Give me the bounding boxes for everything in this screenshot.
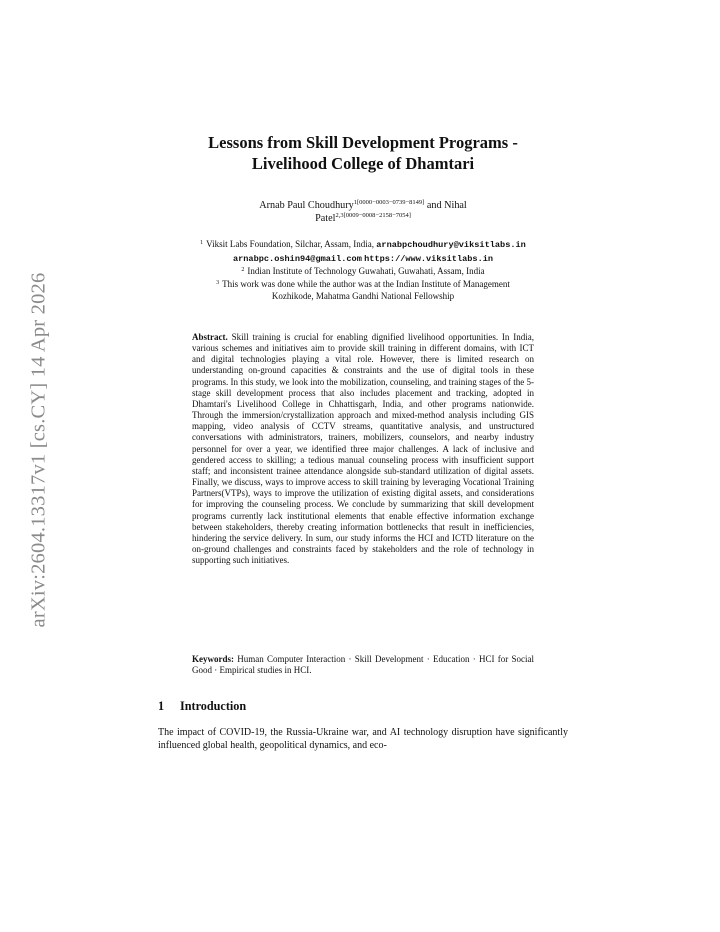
affiliation-1-contact — [158, 252, 568, 266]
section-heading-introduction — [158, 699, 246, 714]
keywords — [192, 654, 534, 676]
author-conjunction: and Nihal — [424, 200, 467, 211]
paper-title — [158, 132, 568, 174]
affiliation-2-text: Indian Institute of Technology Guwahati, Guwahati, Assam, India — [247, 266, 485, 277]
title-line-2: Livelihood College of Dhamtari — [251, 154, 475, 173]
affiliation-1-email-2[interactable]: arnabpc.oshin94@gmail.com — [232, 253, 362, 264]
section-number: 1 — [158, 699, 165, 713]
author-1-name: Arnab Paul Choudhury — [259, 200, 354, 211]
arxiv-identifier-stamp: arXiv:2604.13317v1 [cs.CY] 14 Apr 2026 — [27, 272, 50, 628]
affiliation-3-marker: 3 — [216, 279, 220, 286]
author-2-name: Patel — [315, 212, 336, 224]
author-list — [198, 200, 528, 225]
author-2-orcid: 2,3[0009−0008−2158−7054] — [335, 211, 411, 219]
section-title: Introduction — [180, 699, 247, 713]
affiliation-3-text: This work was done while the author was at the Indian Institute of Management — [222, 278, 510, 289]
author-1-orcid: 1[0000−0003−0739−8149] — [353, 199, 425, 206]
affiliation-3-continued: Kozhikode, Mahatma Gandhi National Fellowship — [271, 291, 455, 302]
abstract — [192, 332, 534, 566]
abstract-label: Abstract. — [192, 332, 228, 342]
affiliation-3 — [158, 278, 568, 291]
introduction-paragraph: The impact of COVID-19, the Russia-Ukraine war, and AI technology disruption have significantly influenced global health, geopolitical dynamics, and eco- — [158, 727, 568, 751]
keywords-text: Human Computer Interaction · Skill Development · Education · HCI for Social Good · Empirical studies in HCI. — [192, 654, 535, 676]
affiliation-1-text: Viksit Labs Foundation, Silchar, Assam, India, — [206, 239, 377, 249]
affiliation-2-marker: 2 — [241, 267, 245, 274]
affiliation-list — [158, 238, 568, 303]
keywords-label: Keywords: — [192, 654, 234, 664]
affiliation-1-email[interactable]: arnabpchoudhury@viksitlabs.in — [376, 240, 526, 250]
affiliation-2 — [158, 265, 568, 278]
affiliation-1 — [158, 238, 568, 252]
affiliation-1-url[interactable]: https://www.viksitlabs.in — [364, 253, 494, 264]
title-line-1: Lessons from Skill Development Programs - — [208, 133, 518, 152]
abstract-text: Skill training is crucial for enabling dignified livelihood opportunities. In India, various schemes and initiatives aim to provide skill training in different domains, with ICT and digital technologies playing a vital role. However, there is limited research on understanding on-ground capacities & constraints and the use of digital tools in these programs. In this study, we look into the mobilization, counseling, and training stages of the 5-stage skill development process that also includes placement and tracking, adopted in Dhamtari's Livelihood College in Chhattisgarh, India, and other programs nationwide. Through the immersion/crystallization approach and mixed-method analysis including GIS mapping, video analysis of CCTV streams, quantitative analysis, and unstructured conversations with administrators, trainers, mobilizers, counselors, and nearby industry personnel for over a year, we identified three major challenges. A lack of inclusive and gendered access to skilling; a tedious manual counseling process with insufficient support staff; and inconsistent trainee attendance alongside sub-standard utilization of digital assets. Finally, we discuss, ways to improve access to skill training by leveraging Vocational Training Partners(VTPs), ways to improve the utilization of existing digital assets, and considerations for improving the counseling process. We conclude by summarizing that skill development programs currently lack institutional elements that enable effective information exchange between stakeholders, thereby creating information bottlenecks that result in inefficiencies, hindering the service delivery. In sum, our study informs the HCI and ICTD literature on the on-ground challenges and constraints faced by stakeholders and the role of technology in supporting such initiatives. — [192, 332, 535, 566]
affiliation-1-marker: 1 — [200, 240, 204, 246]
